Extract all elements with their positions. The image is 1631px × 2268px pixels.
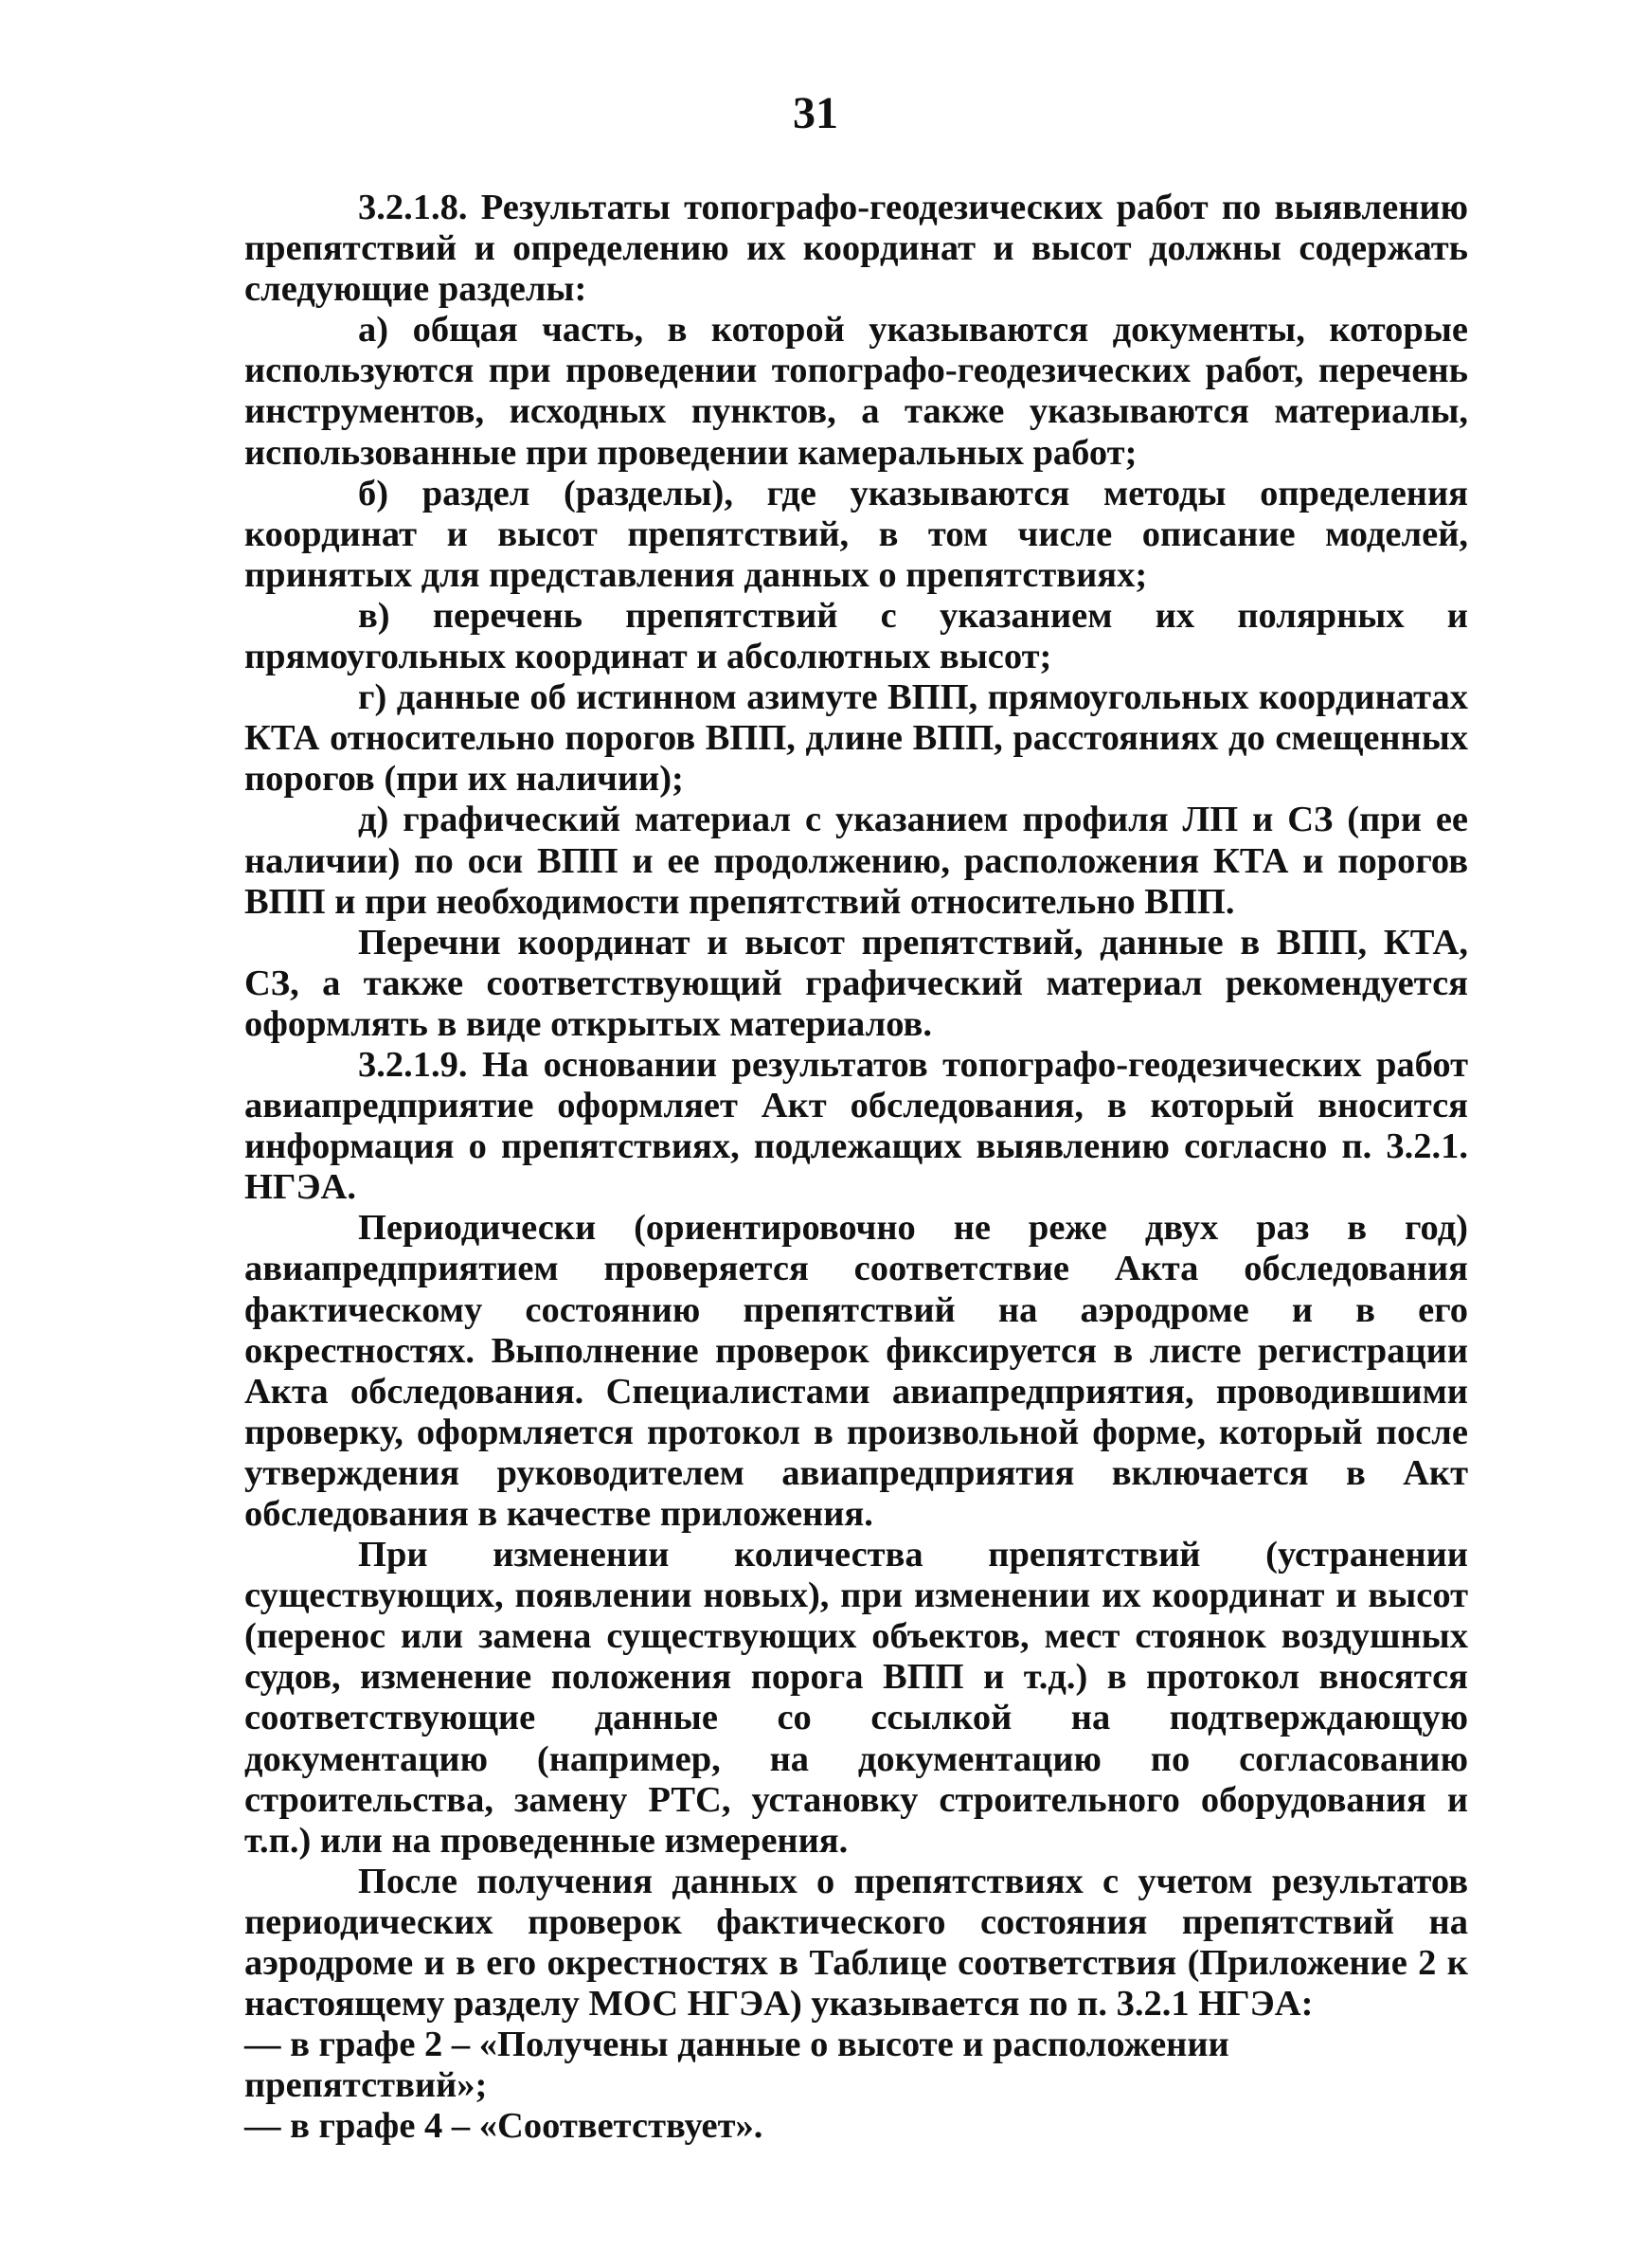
document-body: [244, 188, 1468, 2148]
list-item-d: д) графический материал с указанием профиля ЛП и СЗ (при ее наличии) по оси ВПП и ее продолжению, расположения КТА и порогов ВПП и при необходимости препятствий относительно ВПП.: [244, 800, 1468, 922]
page-number: 31: [793, 88, 838, 138]
paragraph-obstacle-changes: При изменении количества препятствий (устранении существующих, появлении новых), при изменении их координат и высот (перенос или замена существующих объектов, мест стоянок воздушных судов, изменение положения порога ВПП и т.д.) в протокол вносятся соответствующие данные со ссылкой на подтверждающую документацию (например, на документацию по согласованию строительства, замену РТС, установку строительного оборудования и т.п.) или на проведенные измерения.: [244, 1535, 1468, 1861]
dash-item-column-2: — в графе 2 – «Получены данные о высоте и расположении препятствий»;: [244, 2025, 1229, 2106]
list-item-v: в) перечень препятствий с указанием их полярных и прямоугольных координат и абсолютных высот;: [244, 595, 1468, 677]
list-item-b: б) раздел (разделы), где указываются методы определения координат и высот препятствий, в том числе описание моделей, принятых для представления данных о препятствиях;: [244, 473, 1468, 595]
paragraph-3-2-1-9: 3.2.1.9. На основании результатов топографо-геодезических работ авиапредприятие оформляет Акт обследования, в который вносится информация о препятствиях, подлежащих выявлению согласно п. 3.2.1. НГЭА.: [244, 1044, 1468, 1208]
paragraph-lists-recommendation: Перечни координат и высот препятствий, данные в ВПП, КТА, СЗ, а также соответствующий графический материал рекомендуется оформлять в виде открытых материалов.: [244, 922, 1468, 1044]
paragraph-compliance-table: После получения данных о препятствиях с учетом результатов периодических проверок фактического состояния препятствий на аэродроме и в его окрестностях в Таблице соответствия (Приложение 2 к настоящему разделу МОС НГЭА) указывается по п. 3.2.1 НГЭА:: [244, 1861, 1468, 2025]
list-item-g: г) данные об истинном азимуте ВПП, прямоугольных координатах КТА относительно порогов ВПП, длине ВПП, расстояниях до смещенных порогов (при их наличии);: [244, 677, 1468, 800]
list-item-a: а) общая часть, в которой указываются документы, которые используются при проведении топографо-геодезических работ, перечень инструментов, исходных пунктов, а также указываются материалы, использованные при проведении камеральных работ;: [244, 310, 1468, 473]
paragraph-periodic-checks: Периодически (ориентировочно не реже двух раз в год) авиапредприятием проверяется соответствие Акта обследования фактическому состоянию препятствий на аэродроме и в его окрестностях. Выполнение проверок фиксируется в листе регистрации Акта обследования. Специалистами авиапредприятия, проводившими проверку, оформляется протокол в произвольной форме, который после утверждения руководителем авиапредприятия включается в Акт обследования в качестве приложения.: [244, 1208, 1468, 1534]
dash-item-column-4: — в графе 4 – «Соответствует».: [244, 2106, 763, 2147]
paragraph-3-2-1-8: 3.2.1.8. Результаты топографо-геодезических работ по выявлению препятствий и определению их координат и высот должны содержать следующие разделы:: [244, 188, 1468, 310]
